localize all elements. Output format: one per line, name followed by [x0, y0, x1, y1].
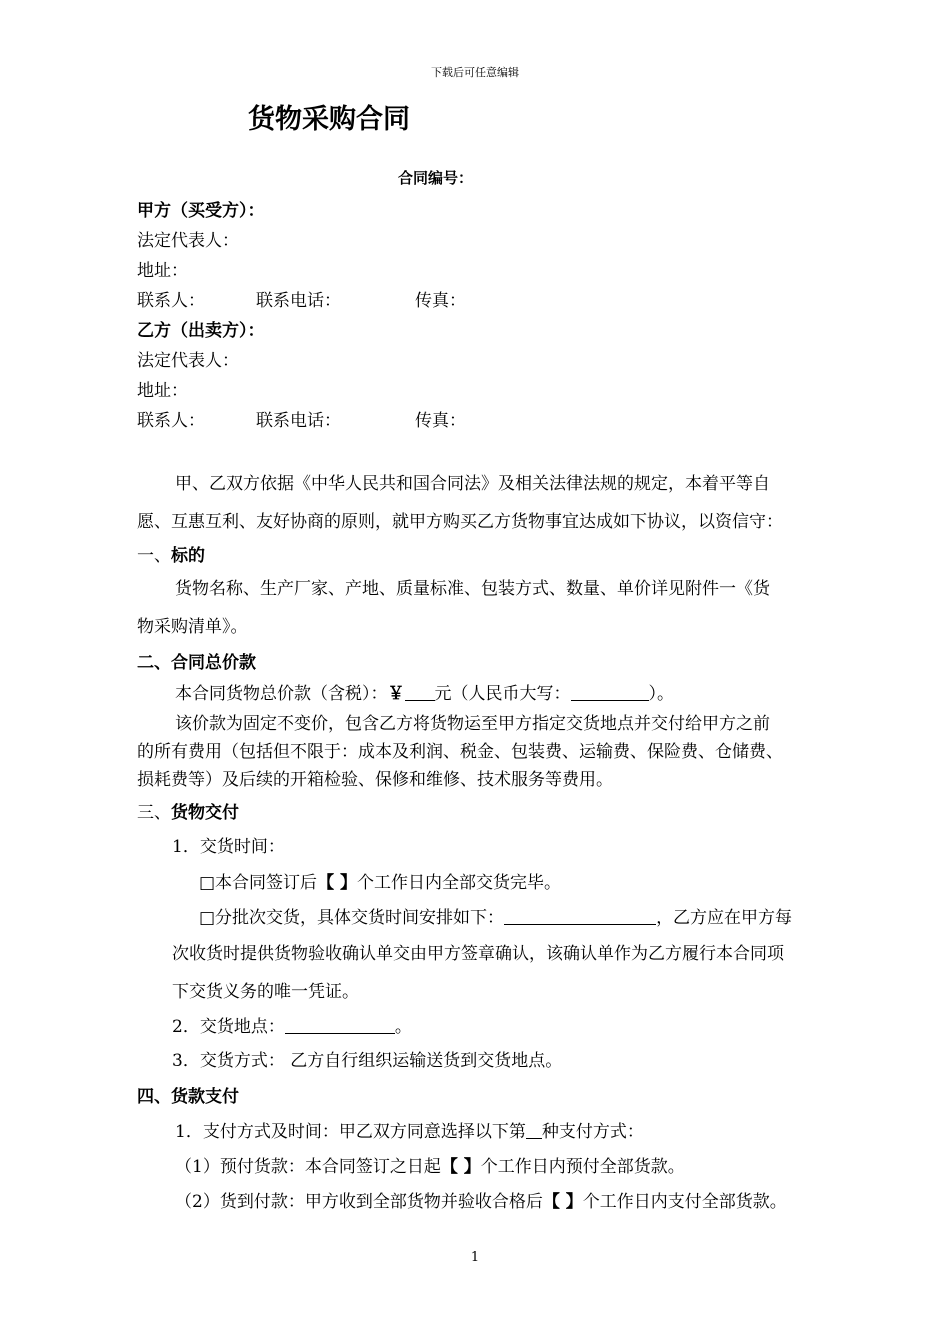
section-3-title: 货物交付: [171, 803, 239, 823]
section-1-title: 标的: [171, 546, 205, 566]
option-1-bracket: 【 】: [317, 873, 357, 893]
contract-number-label: 合同编号：: [398, 169, 474, 187]
section-3-heading: [137, 802, 239, 824]
party-b-contact: 联系人：: [137, 411, 205, 431]
payment-2-prefix: （2）货到付款：甲方收到全部货物并验收合格后: [175, 1192, 543, 1212]
section-4-item-1: [175, 1121, 644, 1143]
delivery-option-2: [199, 907, 792, 929]
party-b-address: 地址：: [137, 381, 188, 401]
section-3-item-3: 3．交货方式： 乙方自行组织运输送货到交货地点。: [172, 1051, 563, 1071]
price-suffix: ）。: [648, 684, 674, 704]
section-1-number: 一、: [137, 546, 171, 566]
item-1-suffix: 种支付方式：: [541, 1122, 644, 1142]
payment-2-bracket: 【 】: [542, 1192, 583, 1212]
party-b-legal-rep: 法定代表人：: [137, 351, 239, 371]
section-2-heading: 二、合同总价款: [137, 653, 256, 673]
payment-1-suffix: 个工作日内预付全部货款。: [480, 1157, 685, 1177]
party-b-fax: 传真：: [415, 411, 466, 431]
section-3-item-1: 1．交货时间：: [172, 837, 285, 857]
header-note: 下载后可任意编辑: [431, 66, 519, 79]
section-1-line-2: 物采购清单》。: [137, 617, 248, 637]
section-2-line-2: 该价款为固定不变价，包含乙方将货物运至甲方指定交货地点并交付给甲方之前: [175, 714, 770, 734]
payment-option-2: [175, 1191, 787, 1213]
option-1-prefix: □本合同签订后: [199, 873, 318, 893]
party-a-heading: 甲方（买受方）：: [137, 201, 265, 221]
price-amount-blank: [405, 683, 435, 701]
delivery-option-1: [199, 872, 561, 894]
delivery-place-blank: [285, 1016, 395, 1034]
price-words-blank: [571, 683, 649, 701]
section-4-heading: 四、货款支付: [137, 1087, 239, 1107]
preamble-line-1: 甲、乙双方依据《中华人民共和国合同法》及相关法律法规的规定，本着平等自: [175, 474, 770, 494]
payment-1-prefix: （1）预付货款：本合同签订之日起: [175, 1157, 441, 1177]
delivery-option-2-line-2: 次收货时提供货物验收确认单交由甲方签章确认，该确认单作为乙方履行本合同项: [172, 944, 784, 964]
party-b-phone: 联系电话：: [256, 411, 341, 431]
delivery-schedule-blank: [504, 907, 656, 925]
party-b-heading: 乙方（出卖方）：: [137, 321, 265, 341]
delivery-option-2-line-3: 下交货义务的唯一凭证。: [172, 982, 359, 1002]
price-prefix: 本合同货物总价款（含税）：: [175, 684, 388, 704]
section-3-number: 三、: [137, 803, 171, 823]
section-2-line-4: 损耗费等）及后续的开箱检验、保修和维修、技术服务等费用。: [137, 770, 613, 790]
section-1-line-1: 货物名称、生产厂家、产地、质量标准、包装方式、数量、单价详见附件一《货: [175, 579, 770, 599]
section-2-price-line: [175, 683, 674, 705]
party-a-fax: 传真：: [415, 291, 466, 311]
yen-symbol: ￥: [387, 684, 405, 704]
payment-1-bracket: 【 】: [440, 1157, 481, 1177]
page-number: 1: [470, 1250, 480, 1265]
item-2-prefix: 2．交货地点：: [172, 1017, 285, 1037]
item-2-suffix: 。: [394, 1017, 412, 1037]
party-a-address: 地址：: [137, 261, 188, 281]
section-2-line-3: 的所有费用（包括但不限于：成本及利润、税金、包装费、运输费、保险费、仓储费、: [137, 742, 783, 762]
party-a-contact: 联系人：: [137, 291, 205, 311]
price-mid: 元（人民币大写：: [434, 684, 571, 704]
payment-option-1: [175, 1156, 685, 1178]
preamble-line-2: 愿、互惠互利、友好协商的原则，就甲方购买乙方货物事宜达成如下协议，以资信守：: [137, 512, 783, 532]
payment-option-blank: [526, 1121, 542, 1139]
item-1-prefix: 1．支付方式及时间：甲乙双方同意选择以下第: [175, 1122, 526, 1142]
option-2-prefix: □分批次交货，具体交货时间安排如下：: [199, 908, 505, 928]
option-1-suffix: 个工作日内全部交货完毕。: [356, 873, 561, 893]
section-3-item-2: [172, 1016, 412, 1038]
option-2-suffix: ，乙方应在甲方每: [656, 908, 793, 928]
document-title: 货物采购合同: [248, 104, 410, 135]
party-a-phone: 联系电话：: [256, 291, 341, 311]
party-a-legal-rep: 法定代表人：: [137, 231, 239, 251]
section-1-heading: [137, 545, 205, 567]
payment-2-suffix: 个工作日内支付全部货款。: [582, 1192, 787, 1212]
